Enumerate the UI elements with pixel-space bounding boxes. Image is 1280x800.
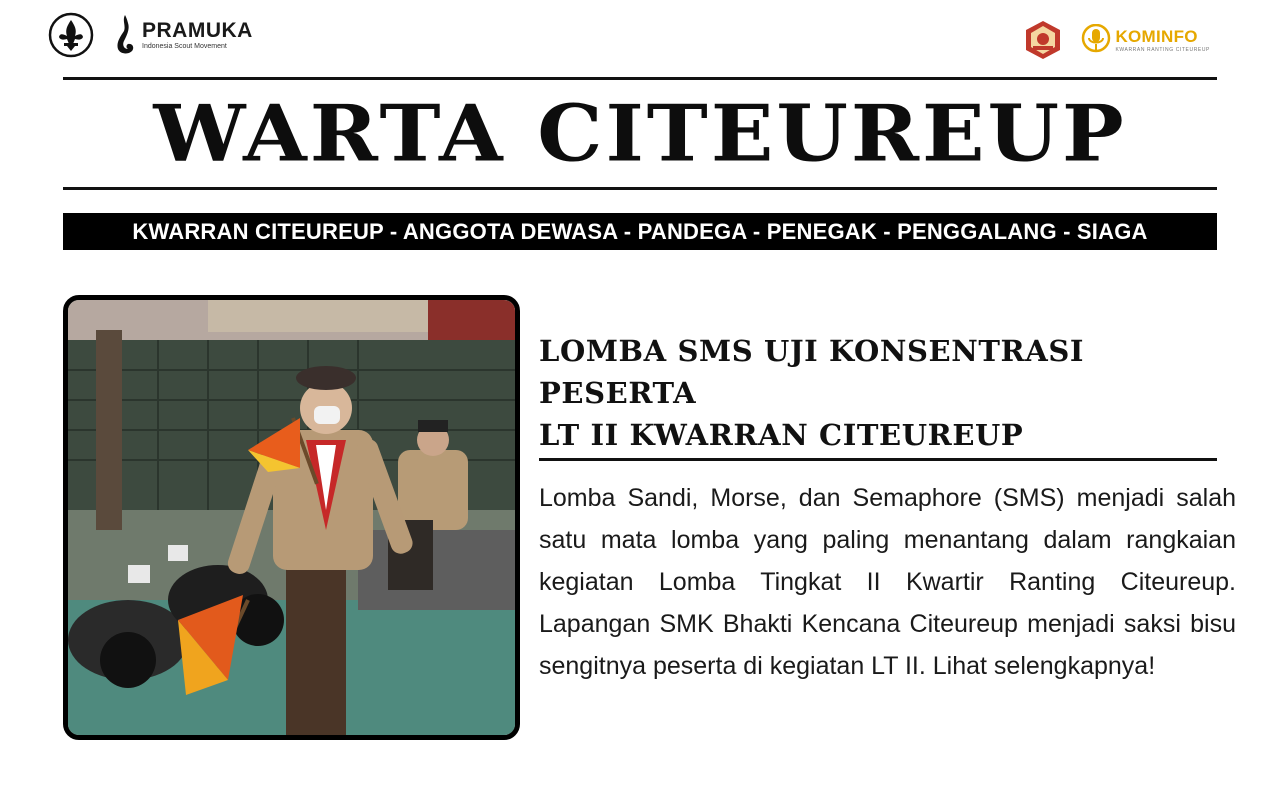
microphone-icon [1081, 24, 1111, 56]
article-headline [539, 330, 1239, 456]
pramuka-tagline: Indonesia Scout Movement [142, 43, 227, 50]
scout-semaphore-photo-illustration [68, 300, 515, 735]
kwarran-seal-icon [1023, 20, 1063, 60]
fleur-de-lis-icon [48, 12, 94, 58]
kominfo-wordmark: KOMINFO [1115, 26, 1198, 46]
header-right-logos [1023, 20, 1210, 60]
header-left-logos [48, 12, 253, 58]
kominfo-tagline: KWARRAN RANTING CITEUREUP [1115, 46, 1210, 53]
pramuka-tunas-icon [112, 13, 138, 57]
kominfo-logo [1081, 24, 1210, 56]
pramuka-wordmark: PRAMUKA [142, 19, 253, 42]
masthead-title: WARTA CITEUREUP [153, 88, 1127, 180]
article-headline-line2: LT II KWARRAN CITEUREUP [539, 418, 1024, 452]
category-bar: KWARRAN CITEUREUP - ANGGOTA DEWASA - PANDEGA - PENEGAK - PENGGALANG - SIAGA [63, 213, 1217, 250]
article-photo [63, 295, 520, 740]
masthead-bottom-rule [63, 187, 1217, 190]
pramuka-logo [112, 13, 253, 57]
article-headline-line1: LOMBA SMS UJI KONSENTRASI PESERTA [539, 334, 1085, 410]
article-divider [539, 458, 1217, 461]
masthead-top-rule [63, 77, 1217, 80]
article-body: Lomba Sandi, Morse, dan Semaphore (SMS) menjadi salah satu mata lomba yang paling menantang dalam rangkaian kegiatan Lomba Tingkat II Kwartir Ranting Citeureup. Lapangan SMK Bhakti Kencana Citeureup menjadi saksi bisu sengitnya peserta di kegiatan LT II. Lihat selengkapnya! [539, 484, 1236, 680]
